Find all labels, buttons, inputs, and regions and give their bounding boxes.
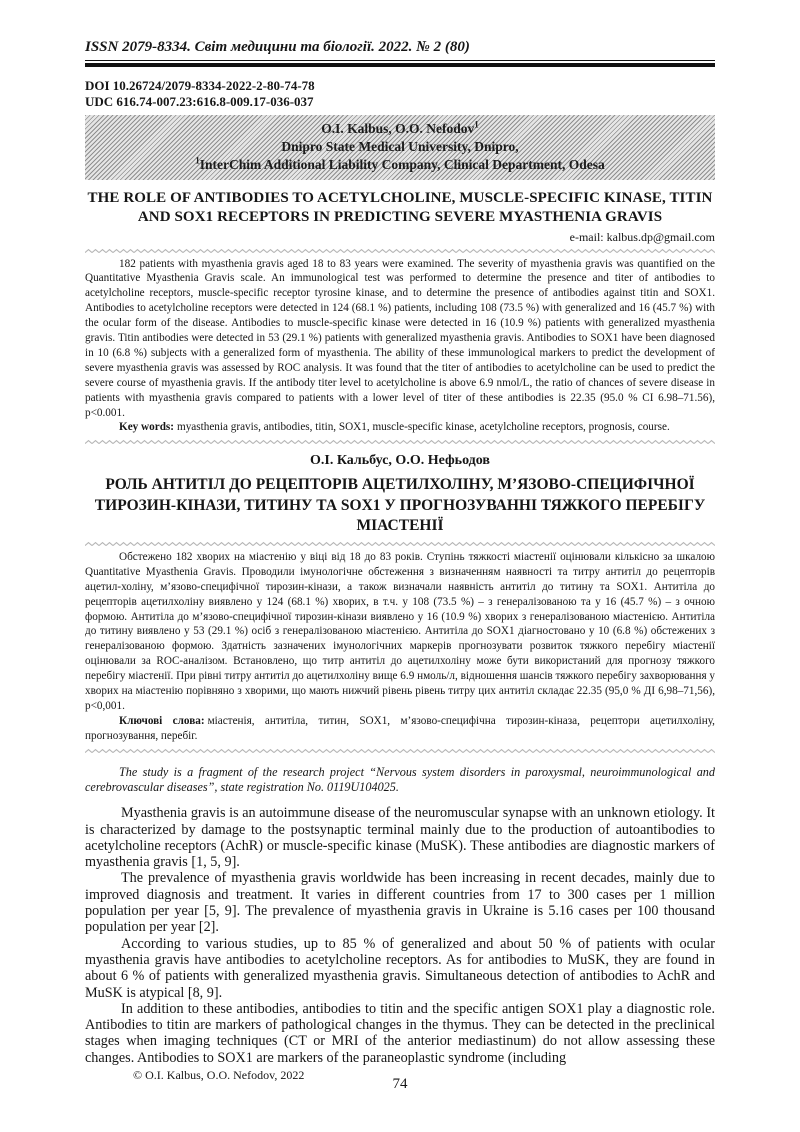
author-superscript: 1: [474, 119, 479, 129]
affiliation-line-2: $^1$InterChim Additional Liability Company, Clinical Department, Odesa: [195, 155, 605, 172]
footer-copyright: © O.I. Kalbus, O.O. Nefodov, 2022: [133, 1068, 305, 1082]
doi-line: DOI 10.26724/2079-8334-2022-2-80-74-78: [85, 77, 315, 93]
authors-affiliation-box: [85, 115, 715, 180]
main-text: [85, 805, 715, 1066]
abstract-uk-keywords: [85, 714, 715, 744]
body-paragraph: Myasthenia gravis is an autoimmune disease of the neuromuscular synapse with an unknown etiology. It is characterized by damage to the postsynaptic terminal mainly due to the production of autoantibodies to acetylcholine receptors (AchR) or muscle-specific kinase (MuSK). These antibodies are diagnostic markers of myasthenia gravis [1, 5, 9].: [85, 805, 715, 871]
zigzag-divider: [85, 439, 715, 445]
affiliation-line-1: Dnipro State Medical University, Dnipro,: [281, 138, 519, 154]
abstract-en: [85, 257, 715, 436]
zigzag-divider: [85, 248, 715, 254]
zigzag-divider: [85, 748, 715, 754]
abstract-en-keywords: [85, 420, 715, 435]
study-note: The study is a fragment of the research project “Nervous system disorders in paroxysmal, neuroimmunological and cerebrovascular diseases”, state registration No. 0119U104025.: [85, 764, 715, 795]
body-paragraph: In addition to these antibodies, antibodies to titin and the specific antigen SOX1 play a diagnostic role. Antibodies to titin are markers of pathological changes in the thymus. They can be detected in the preclinical stages when imaging techniques (CT or MRI of the anterior mediastinum) do not allow assessing these changes. Antibodies to SOX1 are markers of the paraneoplastic syndrome (including: [85, 1000, 715, 1066]
keywords-text-uk: міастенія, антитіла, титин, SOX1, м’язово-специфічна тирозин-кіназа, рецептори ацетилхоліну, прогнозування, перебіг.: [85, 714, 715, 742]
author-names: O.I. Kalbus, O.O. Nefodov$^1$: [321, 119, 479, 136]
doi-udc-block: [85, 78, 715, 110]
keywords-text-en: myasthenia gravis, antibodies, titin, SOX1, muscle-specific kinase, acetylcholine receptors, prognosis, course.: [177, 421, 670, 434]
footer-page-number: 74: [392, 1076, 408, 1092]
body-paragraph: According to various studies, up to 85 % of generalized and about 50 % of patients with ocular myasthenia gravis have antibodies to acetylcholine receptors. As for antibodies to MuSK, they are found in about 6 % of patients with generalized myasthenia gravis. Simultaneous detection of antibodies to AchR and MuSK is atypical [8, 9].: [85, 935, 715, 1001]
article-title-en: THE ROLE OF ANTIBODIES TO ACETYLCHOLINE, MUSCLE-SPECIFIC KINASE, TITIN AND SOX1 RECEPTORS IN PREDICTING SEVERE MYASTHENIA GRAVIS: [87, 189, 713, 225]
header-rule: [85, 63, 715, 67]
journal-issn-header: ISSN 2079-8334. Світ медицини та біології. 2022. № 2 (80): [85, 38, 715, 61]
abstract-en-body: 182 patients with myasthenia gravis aged 18 to 83 years were examined. The severity of myasthenia gravis was quantified on the Quantitative Myasthenia Gravis scale. An immunological test was performed to determine the presence and titer of antibodies to acetylcholine receptors, muscle-specific receptor tyrosine kinase, and to determine the presence of antibodies against titin and SOX1. Antibodies to acetylcholine receptors were detected in 124 (68.1 %) patients, including 108 (73.5 %) with generalized and 16 (45.7 %) with the ocular form of the disease. Antibodies to muscle-specific kinase were detected in 16 (10.9 %) patients with generalized myasthenia gravis. Titin antibodies were detected in 53 (29.1 %) patients with generalized myasthenia gravis. Antibodies to SOX1 have been diagnosed in 10 (6.8 %) subjects with a generalized form of myasthenia. The ability of these immunological markers to predict the development of severe myasthenia gravis was assessed by ROC analysis. It was found that the titer of antibodies to acetylcholine can be used to predict the severe course of myasthenia gravis. If the antibody titer level to acetylcholine is above 6.9 nmol/L, the ratio of chances of severe disease in patients with myasthenia gravis compared to patients with a lower level of titer of these antibodies is 22.35 (95.0 % CI 6.98–71.56), p<0.001.: [85, 257, 715, 419]
email-line: e-mail: kalbus.dp@gmail.com: [569, 229, 715, 244]
abstract-uk: [85, 550, 715, 744]
affiliation-superscript: 1: [195, 155, 200, 165]
page-footer: [85, 1068, 715, 1110]
zigzag-divider: [85, 541, 715, 547]
authors-uk: О.І. Кальбус, О.О. Нефьодов: [310, 453, 490, 469]
udc-line: UDC 616.74-007.23:616.8-009.17-036-037: [85, 93, 314, 109]
abstract-uk-body: Обстежено 182 хворих на міастенію у віці від 18 до 83 років. Ступінь тяжкості міастенії оцінювали кількісно за шкалою Quantitative Myasthenia Gravis. Проводили імунологічне обстеження з визначенням наявності та титру антитіл до рецепторів ацетил-холіну, м’язово-специфічної тирозин-кінази, а також визначали наявність антитіл до титину та SOX1. Антитіла до рецепторів ацетилхоліну виявлено у 124 (68.1 %) хворих, в т.ч. у 108 (73.5 %) – з генералізованою та у 16 (45.7 %) – з очною формою. Антитіла до м’язово-специфічної тирозин-кінази виявлено у 16 (10.9 %) хворих з генералізованою міастенією. Антитіла до титину виявлено у 53 (29.1 %) осіб з генералізованою міастенією. Антитіла до SOX1 діагностовано у 10 (6.8 %) обстежених з генералізованою формою. Здатність зазначених імунологічних маркерів прогнозувати розвиток тяжкого перебігу міастенії оцінювали за ROC-аналізом. Встановлено, що титр антитіл до ацетилхоліну може бути використаний для прогнозу тяжкого перебігу міастенії. При рівні титру антитіл до ацетилхоліну вище 6.9 нмоль/л, відношення шансів тяжкого перебігу захворювання у хворих на міастенію порівняно з хворими, що мають нижчий рівень рівень титру цих антитіл складає 22.35 (95,0 % ДІ 6,98–71,56), p<0,001.: [85, 550, 715, 712]
keywords-label-uk: Ключові слова:: [119, 714, 205, 727]
article-title-uk: РОЛЬ АНТИТІЛ ДО РЕЦЕПТОРІВ АЦЕТИЛХОЛІНУ, М’ЯЗОВО-СПЕЦИФІЧНОЇ ТИРОЗИН-КІНАЗИ, ТИТИНУ ТА SOX1 У ПРОГНОЗУВАННІ ТЯЖКОГО ПЕРЕБІГУ МІАСТЕНІЇ: [94, 476, 706, 535]
keywords-label-en: Key words:: [119, 421, 174, 434]
body-paragraph: The prevalence of myasthenia gravis worldwide has been increasing in recent decades, mainly due to improved diagnosis and treatment. It varies in different countries from 17 to 300 cases per 1 million population per year [5, 9]. The prevalence of myasthenia gravis in Ukraine is 5.16 cases per 100 thousand population per year [2].: [85, 870, 715, 936]
